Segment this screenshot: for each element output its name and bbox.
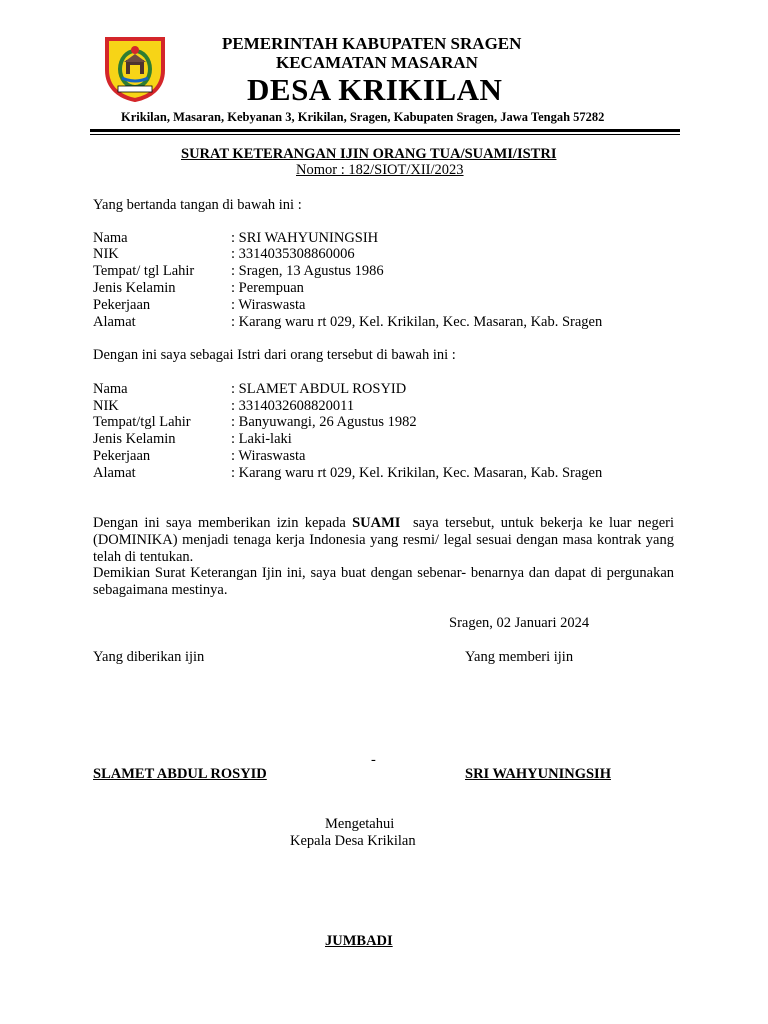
permission-text-end: saya tersebut, untuk bekerja ke luar negeri (DOMINIKA) menjadi tenaga kerja Indonesia yang resmi/ legal sesuai dengan masa kontrak yang telah di tentukan. <box>93 515 678 565</box>
separator-dash: - <box>371 752 376 768</box>
field-value: : SRI WAHYUNINGSIH <box>231 230 379 246</box>
letterhead-divider <box>90 129 680 132</box>
field-label: Alamat <box>93 314 136 330</box>
government-name: PEMERINTAH KABUPATEN SRAGEN <box>222 34 522 53</box>
letter-title: SURAT KETERANGAN IJIN ORANG TUA/SUAMI/ISTRI <box>181 146 557 162</box>
left-signature-caption: Yang diberikan ijin <box>93 649 205 665</box>
field-label: NIK <box>93 398 119 414</box>
field-label: Nama <box>93 381 128 397</box>
intro-text: Yang bertanda tangan di bawah ini : <box>93 197 302 213</box>
field-label: Tempat/ tgl Lahir <box>93 263 195 279</box>
right-signature-caption: Yang memberi ijin <box>465 649 574 665</box>
left-signatory-name: SLAMET ABDUL ROSYID <box>93 766 267 782</box>
field-value: : Banyuwangi, 26 Agustus 1982 <box>231 414 417 430</box>
field-label: Jenis Kelamin <box>93 280 176 296</box>
field-value: : 3314032608820011 <box>231 398 355 414</box>
letterhead-divider-thin <box>90 134 680 135</box>
relation-text: Dengan ini saya sebagai Istri dari orang tersebut di bawah ini : <box>93 347 456 363</box>
field-label: Pekerjaan <box>93 448 151 464</box>
field-value: : SLAMET ABDUL ROSYID <box>231 381 407 397</box>
right-signatory-name: SRI WAHYUNINGSIH <box>465 766 611 782</box>
field-value: : Laki-laki <box>231 431 292 447</box>
field-value: : Wiraswasta <box>231 297 306 313</box>
place-date: Sragen, 02 Januari 2024 <box>449 615 590 631</box>
closing-paragraph: Demikian Surat Keterangan Ijin ini, saya buat dengan sebenar- benarnya dan dapat di pergunakan sebagaimana mestinya. <box>93 565 674 598</box>
field-label: Nama <box>93 230 128 246</box>
letter-number: Nomor : 182/SIOT/XII/2023 <box>296 162 464 178</box>
field-label: Pekerjaan <box>93 297 151 313</box>
village-name: DESA KRIKILAN <box>247 72 503 107</box>
district-name: KECAMATAN MASARAN <box>276 53 478 72</box>
field-label: NIK <box>93 246 119 262</box>
village-address: Krikilan, Masaran, Kebyanan 3, Krikilan, Sragen, Kabupaten Sragen, Jawa Tengah 57282 <box>121 110 605 124</box>
field-label: Jenis Kelamin <box>93 431 176 447</box>
village-head-title: Kepala Desa Krikilan <box>290 833 416 849</box>
sragen-regency-emblem-icon <box>104 36 166 102</box>
field-label: Alamat <box>93 465 136 481</box>
field-value: : Sragen, 13 Agustus 1986 <box>231 263 384 279</box>
field-value: : Wiraswasta <box>231 448 306 464</box>
field-value: : 3314035308860006 <box>231 246 355 262</box>
village-head-name: JUMBADI <box>325 933 393 949</box>
permission-text-start: Dengan ini saya memberikan izin kepada <box>93 515 353 531</box>
field-value: : Karang waru rt 029, Kel. Krikilan, Kec. Masaran, Kab. Sragen <box>231 465 603 481</box>
field-label: Tempat/tgl Lahir <box>93 414 191 430</box>
permission-relation: SUAMI <box>352 515 401 531</box>
field-value: : Perempuan <box>231 280 304 296</box>
field-value: : Karang waru rt 029, Kel. Krikilan, Kec. Masaran, Kab. Sragen <box>231 314 603 330</box>
acknowledgement-label: Mengetahui <box>325 816 395 832</box>
permission-paragraph <box>93 515 678 565</box>
